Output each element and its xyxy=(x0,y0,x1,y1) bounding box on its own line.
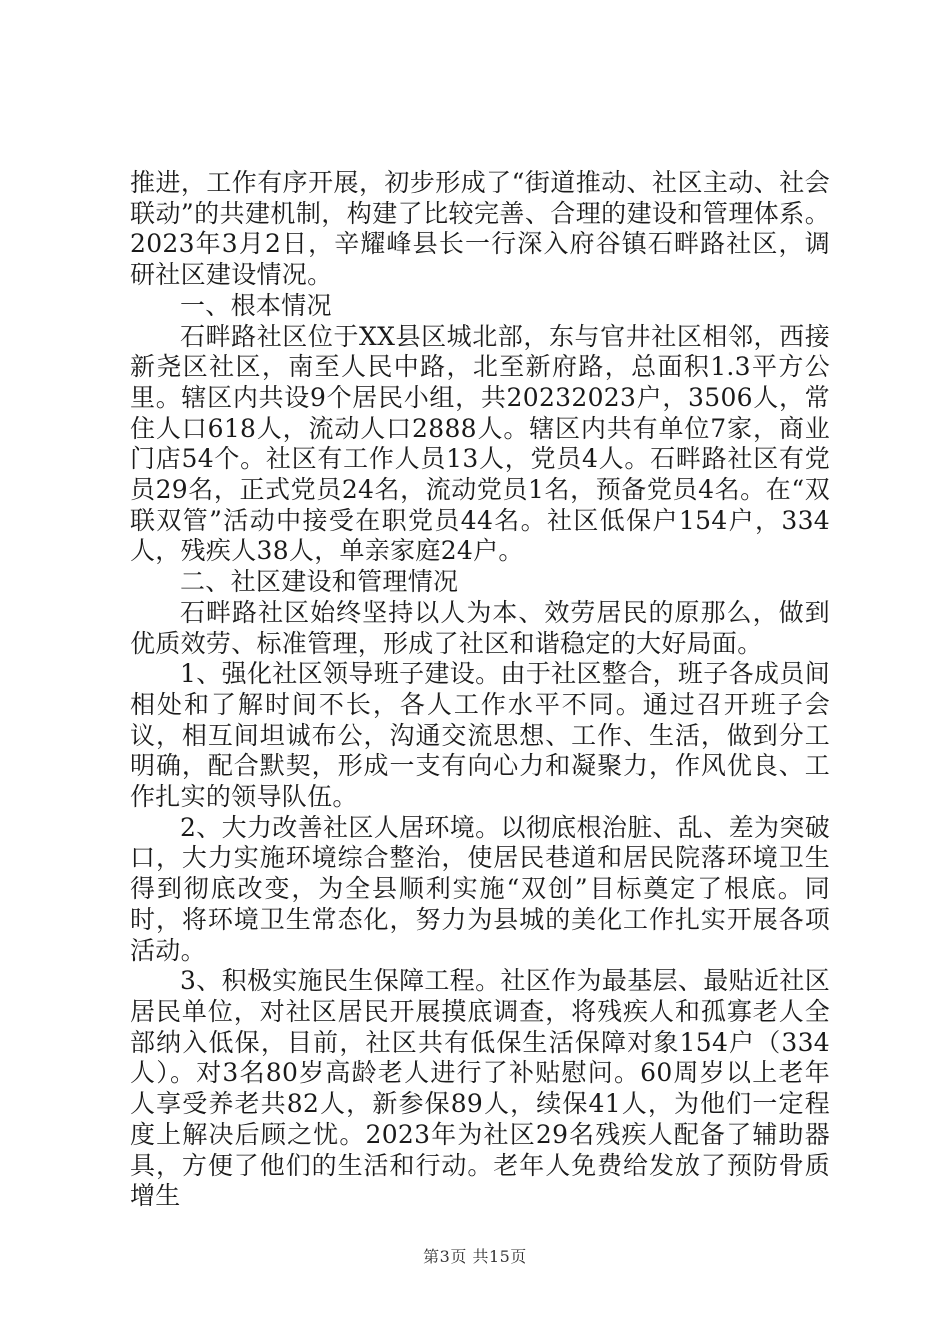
section-heading-construction-management: 二、社区建设和管理情况 xyxy=(180,567,459,597)
paragraph-item-2-environment: 2、大力改善社区人居环境。以彻底根治脏、乱、差为突破口，大力实施环境综合整治，使居民巷道和居民院落环境卫生得到彻底改变，为全县顺利实施“双创”目标奠定了根底。同时，将环境卫生常态化，努力为县城的美化工作扎实开展各项活动。 xyxy=(130,812,830,965)
document-body xyxy=(130,168,830,1212)
paragraph-item-3-welfare: 3、积极实施民生保障工程。社区作为最基层、最贴近社区居民单位，对社区居民开展摸底调查，将残疾人和孤寡老人全部纳入低保，目前，社区共有低保生活保障对象154户（334人）。对3名80岁高龄老人进行了补贴慰问。60周岁以上老年人享受养老共82人，新参保89人，续保41人，为他们一定程度上解决后顾之忧。2023年为社区29名残疾人配备了辅助器具，方便了他们的生活和行动。老年人免费给发放了预防骨质增生 xyxy=(130,966,830,1211)
paragraph-principle: 石畔路社区始终坚持以人为本、效劳居民的原那么，做到优质效劳、标准管理，形成了社区和谐稳定的大好局面。 xyxy=(130,597,830,658)
paragraph-community-overview: 石畔路社区位于XX县区城北部，东与官井社区相邻，西接新尧区社区，南至人民中路，北至新府路，总面积1.3平方公里。辖区内共设9个居民小组，共20232023户，3506人，常住人口618人，流动人口2888人。辖区内共有单位7家，商业门店54个。社区有工作人员13人，党员4人。石畔路社区有党员29名，正式党员24名，流动党员1名，预备党员4名。在“双联双管”活动中接受在职党员44名。社区低保户154户，334人，残疾人38人，单亲家庭24户。 xyxy=(130,321,830,566)
paragraph-item-1-leadership: 1、强化社区领导班子建设。由于社区整合，班子各成员间相处和了解时间不长，各人工作水平不同。通过召开班子会议，相互间坦诚布公，沟通交流思想、工作、生活，做到分工明确，配合默契，形成一支有向心力和凝聚力，作风优良、工作扎实的领导队伍。 xyxy=(130,659,830,812)
paragraph-continuation: 推进，工作有序开展，初步形成了“街道推动、社区主动、社会联动”的共建机制，构建了比较完善、合理的建设和管理体系。2023年3月2日，辛耀峰县长一行深入府谷镇石畔路社区，调研社区建设情况。 xyxy=(130,168,830,290)
section-heading-basic-situation: 一、根本情况 xyxy=(180,290,332,320)
page-number-footer: 第3页 共15页 xyxy=(423,1247,527,1266)
